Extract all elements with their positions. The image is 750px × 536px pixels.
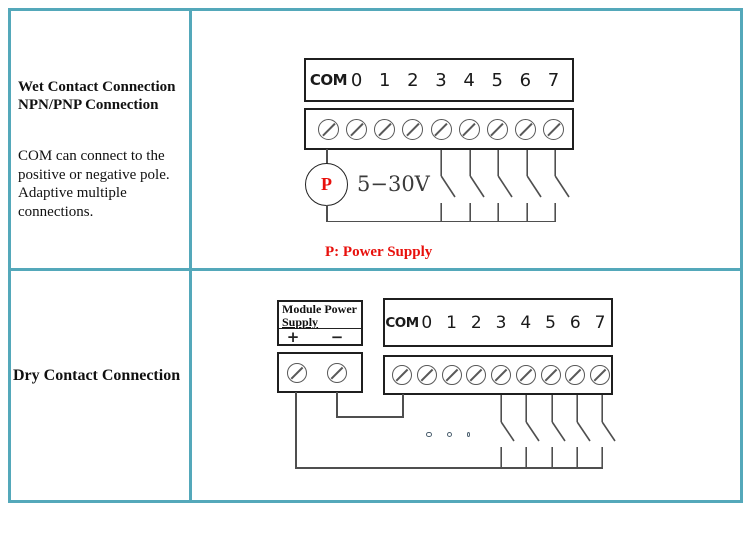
dry-terminal-block: [383, 355, 613, 395]
terminal-label: 3: [495, 312, 507, 333]
screw-terminal-icon: [402, 119, 423, 140]
module-power-terminal-block: [277, 352, 363, 393]
screw-terminal-icon: [417, 365, 437, 385]
screw-terminal-icon: [346, 119, 367, 140]
wet-contact-title: [18, 79, 188, 114]
voltage-range-label: 5−30V: [357, 172, 430, 196]
screw-terminal-icon: [431, 119, 452, 140]
power-supply-circle: [305, 163, 348, 206]
screw-terminal-icon: [543, 119, 564, 140]
screw-terminal-icon: [516, 365, 536, 385]
terminal-label: 7: [594, 312, 606, 333]
dry-switch-row: [500, 395, 619, 468]
screw-terminal-icon: [318, 119, 339, 140]
terminal-label: 3: [435, 69, 447, 91]
screw-terminal-icon: [459, 119, 480, 140]
switch-contact-icon: [440, 150, 458, 222]
switch-contact-icon: [576, 395, 594, 468]
terminal-label: 5: [545, 312, 556, 333]
column-divider: [189, 11, 192, 500]
wet-contact-cell: [18, 79, 188, 221]
dry-terminal-label-box: [383, 298, 613, 347]
terminal-label: 4: [463, 69, 475, 91]
terminal-label: COM: [309, 71, 348, 89]
wet-com-wire: [326, 149, 328, 164]
wet-terminal-label-box: [304, 58, 574, 102]
power-supply-letter: P: [321, 174, 332, 194]
wet-power-bottom-wire: [326, 205, 328, 222]
screw-terminal-icon: [327, 363, 347, 383]
power-supply-caption: P: Power Supply: [325, 244, 433, 260]
screw-terminal-icon: [487, 119, 508, 140]
plus-label: +: [286, 327, 300, 346]
screw-terminal-icon: [442, 365, 462, 385]
row-divider: [11, 268, 740, 271]
switch-contact-icon: [525, 395, 543, 468]
screw-terminal-icon: [515, 119, 536, 140]
plus-wire: [295, 392, 297, 469]
ellipsis-dots-icon: [426, 430, 470, 439]
module-power-title-line1: Module Power: [282, 302, 357, 316]
wet-contact-description: COM can connect to the positive or negative pole. Adaptive multiple connections.: [18, 148, 170, 220]
screw-terminal-icon: [590, 365, 610, 385]
terminal-label: COM: [385, 314, 419, 331]
minus-wire-down: [336, 392, 338, 418]
terminal-label: 7: [547, 69, 560, 91]
switch-contact-icon: [469, 150, 487, 222]
switch-contact-icon: [551, 395, 569, 468]
wet-terminal-block: [304, 108, 574, 150]
terminal-label: 0: [421, 312, 433, 333]
dry-contact-title: Dry Contact Connection: [13, 367, 181, 384]
terminal-label: 2: [407, 69, 419, 91]
com-wire: [402, 394, 404, 418]
switch-contact-icon: [526, 150, 544, 222]
terminal-label: 6: [519, 69, 532, 91]
minus-label: −: [330, 327, 344, 346]
terminal-label: 1: [379, 69, 391, 91]
screw-terminal-icon: [374, 119, 395, 140]
screw-terminal-icon: [541, 365, 561, 385]
module-power-supply-title: [279, 302, 361, 329]
polarity-row: [279, 329, 361, 344]
screw-terminal-icon: [392, 365, 412, 385]
switch-contact-icon: [500, 395, 518, 468]
terminal-label: 5: [491, 69, 503, 91]
wet-contact-title-line1: Wet Contact Connection: [18, 79, 176, 95]
module-power-supply-box: [277, 300, 363, 346]
screw-terminal-icon: [491, 365, 511, 385]
terminal-label: 4: [520, 312, 532, 333]
switch-contact-icon: [497, 150, 515, 222]
screw-terminal-icon: [287, 363, 307, 383]
terminal-label: 6: [569, 312, 581, 333]
terminal-label: 0: [350, 69, 363, 91]
switch-contact-icon: [554, 150, 572, 222]
terminal-label: 2: [470, 312, 482, 333]
wet-contact-title-line2: NPN/PNP Connection: [18, 96, 159, 113]
module-power-title-line2: Supply: [282, 314, 319, 329]
switch-contact-icon: [601, 395, 619, 468]
screw-terminal-icon: [565, 365, 585, 385]
minus-to-com-wire: [336, 416, 404, 418]
screw-terminal-icon: [466, 365, 486, 385]
wet-switch-row: [440, 150, 572, 222]
terminal-label: 1: [446, 312, 457, 333]
